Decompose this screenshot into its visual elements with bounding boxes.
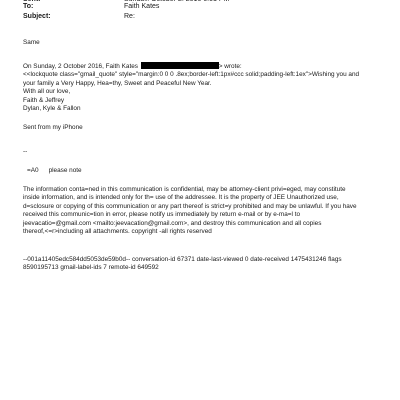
sent-value <box>124 0 229 1</box>
note-line <box>27 167 387 175</box>
note-text: please note <box>48 167 82 174</box>
metadata-line-1: --001a11405edc584dd5053de59b0d-- conversation-id 67371 date-last-viewed 0 date-received 1475431246 flags <box>23 256 342 263</box>
quote-intro-suffix: > wrote: <box>218 63 242 70</box>
metadata-block <box>23 256 383 273</box>
subject-label: Subject: <box>23 12 51 20</box>
subject-value: Re: <box>124 12 135 20</box>
disclaimer-line-3: d=sclosure or copying of this communication or any part thereof is strict=y prohibited and may be unlawful. If you have <box>23 202 357 210</box>
quoted-message <box>23 62 383 114</box>
quote-line-1: <<lockquote class="gmail_quote" style="margin:0 0 0 .8ex;border-left:1px#ccc solid;padding-left:1ex">Wishing you and <box>23 71 360 79</box>
greeting-line <box>23 39 383 47</box>
subject-row <box>23 11 383 21</box>
disclaimer-line-4: received this communic=tion in error, please notify us immediately by return e-mail or by e-ma=l to <box>23 211 301 219</box>
disclaimer-line-5: jeevacatio=@gmail.com <mailto:jeevacation@gmail.com>, and destroy this communication and all copies <box>23 219 322 227</box>
to-label: To: <box>23 2 34 10</box>
note-content <box>27 167 387 175</box>
quote-intro-prefix: On Sunday, 2 October 2016, Faith Kates <box>23 63 140 70</box>
disclaimer-block <box>23 186 383 237</box>
note-code: =A0 <box>27 167 39 174</box>
redaction-bar <box>141 62 219 69</box>
quote-line-2: your family a Very Happy, Hea=thy, Sweet and Peaceful New Year. <box>23 79 212 87</box>
metadata-line-2: 8590195713 gmail-label-ids 7 remote-id 649592 <box>23 264 159 272</box>
separator-block <box>23 148 383 156</box>
sent-label <box>23 0 124 1</box>
quote-intro <box>23 62 383 71</box>
quote-line-5: Dylan, Kyle & Fallon <box>23 105 81 113</box>
to-row <box>23 1 383 11</box>
disclaimer-line-2: inside information, and is intended only for th= use of the addressee. It is the property of JEE Unauthorized use, <box>23 194 339 202</box>
separator-text: -- <box>23 148 28 155</box>
greeting-text: Same <box>23 39 40 46</box>
to-value: Faith Kates <box>124 2 160 10</box>
disclaimer-line-6: thereof,<=r>including all attachments. copyright -all rights reserved <box>23 228 212 236</box>
signature-block <box>23 124 383 132</box>
signature-text: Sent from my iPhone <box>23 124 83 131</box>
email-page <box>23 0 383 272</box>
disclaimer-line-1: The information conta=ned in this communication is confidential, may be attorney-client privi=eged, may constitute <box>23 186 346 193</box>
quote-line-3: With all our love, <box>23 88 71 96</box>
quote-line-4: Faith & Jeffrey <box>23 96 65 104</box>
